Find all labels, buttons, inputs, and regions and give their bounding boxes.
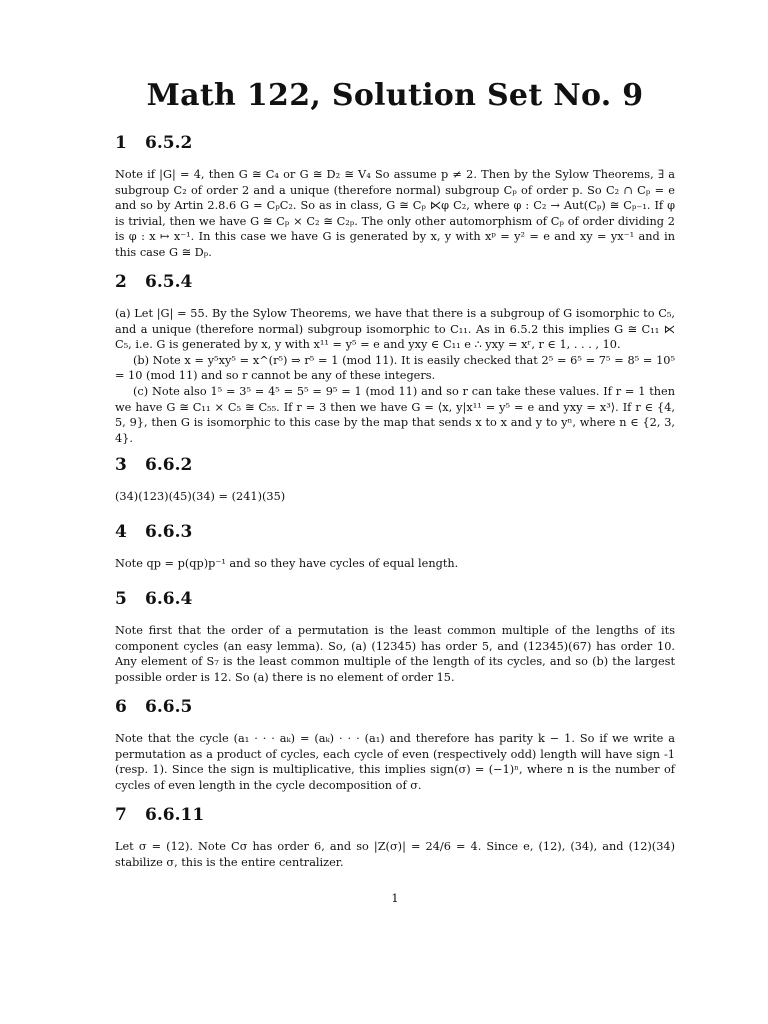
section-7 bbox=[115, 805, 675, 870]
paragraph: Note that the cycle (a₁ · · · aₖ) = (aₖ) · · · (a₁) and therefore has parity k − 1. So if we write a permutation as a product of cycles, each cycle of even (respectively odd) length will have sign -1 (resp. 1). Since the sign is multiplicative, this implies sign(σ) = (−1)ⁿ, where n is the number of cycles of even length in the cycle decomposition of σ. bbox=[115, 732, 675, 792]
section-heading bbox=[115, 697, 675, 717]
section-title: 6.6.5 bbox=[145, 697, 193, 717]
section-number: 5 bbox=[115, 589, 127, 609]
section-heading bbox=[115, 272, 675, 292]
section-heading bbox=[115, 522, 675, 542]
section-heading bbox=[115, 133, 675, 153]
paragraph: Note first that the order of a permutation is the least common multiple of the lengths of its component cycles (an easy lemma). So, (a) (12345) has order 5, and (12345)(67) has order 10. Any element of S₇ is the least common multiple of the length of its cycles, and so (b) the largest possible order is 12. So (a) there is no element of order 15. bbox=[115, 624, 675, 684]
paragraph: (b) Note x = y⁵xy⁵ = x^(r⁵) ⇒ r⁵ = 1 (mod 11). It is easily checked that 2⁵ = 6⁵ = 7⁵ = 8⁵ = 10⁵ = 10 (mod 11) and so r cannot be any of these integers. bbox=[115, 353, 675, 383]
paragraph: (34)(123)(45)(34) = (241)(35) bbox=[115, 490, 286, 503]
section-number: 1 bbox=[115, 133, 127, 153]
section-5 bbox=[115, 589, 675, 685]
section-6 bbox=[115, 697, 675, 793]
page-title: Math 122, Solution Set No. 9 bbox=[146, 78, 644, 113]
section-title: 6.6.11 bbox=[145, 805, 205, 825]
paragraph: Note qp = p(qp)p⁻¹ and so they have cycles of equal length. bbox=[115, 557, 459, 570]
section-title: 6.6.2 bbox=[145, 455, 193, 475]
section-title: 6.5.4 bbox=[145, 272, 193, 292]
section-heading bbox=[115, 805, 675, 825]
section-4 bbox=[115, 522, 675, 572]
section-2 bbox=[115, 272, 675, 446]
page-number: 1 bbox=[391, 892, 399, 905]
paragraph: Let σ = (12). Note Cσ has order 6, and so |Z(σ)| = 24/6 = 4. Since e, (12), (34), and (12)(34) stabilize σ, this is the entire centralizer. bbox=[115, 840, 675, 869]
section-number: 4 bbox=[115, 522, 127, 542]
section-1 bbox=[115, 133, 675, 261]
paragraph: (a) Let |G| = 55. By the Sylow Theorems, we have that there is a subgroup of G isomorphic to C₅, and a unique (therefore normal) subgroup isomorphic to C₁₁. As in 6.5.2 this implies G ≅ C₁₁ ⋉ C₅, i.e. G is generated by x, y with x¹¹ = y⁵ = e and yxy ∈ C₁₁ e ∴ yxy = xʳ, r ∈ 1, . . . , 10. bbox=[115, 307, 675, 352]
section-number: 6 bbox=[115, 697, 127, 717]
section-title: 6.6.3 bbox=[145, 522, 193, 542]
section-number: 2 bbox=[115, 272, 127, 292]
section-heading bbox=[115, 589, 675, 609]
section-heading bbox=[115, 455, 675, 475]
section-number: 3 bbox=[115, 455, 127, 475]
section-title: 6.6.4 bbox=[145, 589, 193, 609]
section-3 bbox=[115, 455, 675, 505]
section-title: 6.5.2 bbox=[145, 133, 193, 153]
paragraph: (c) Note also 1⁵ = 3⁵ = 4⁵ = 5⁵ = 9⁵ = 1 (mod 11) and so r can take these values. If r = 1 then we have G ≅ C₁₁ × C₅ ≅ C₅₅. If r = 3 then we have G = ⟨x, y|x¹¹ = y⁵ = e and yxy = x³⟩. If r ∈ {4, 5, 9}, then G is isomorphic to this case by the map that sends x to x and y to yⁿ, where n ∈ {2, 3, 4}. bbox=[115, 384, 675, 445]
paragraph: Note if |G| = 4, then G ≅ C₄ or G ≅ D₂ ≅ V₄ So assume p ≠ 2. Then by the Sylow Theorems, ∃ a subgroup C₂ of order 2 and a unique (therefore normal) subgroup Cₚ of order p. So C₂ ∩ Cₚ = e and so by Artin 2.8.6 G = CₚC₂. So as in class, G ≅ Cₚ ⋉φ C₂, where φ : C₂ → Aut(Cₚ) ≅ Cₚ₋₁. If φ is trivial, then we have G ≅ Cₚ × C₂ ≅ C₂ₚ. The only other automorphism of Cₚ of order dividing 2 is φ : x ↦ x⁻¹. In this case we have G is generated by x, y with xᵖ = y² = e and xy = yx⁻¹ and in this case G ≅ Dₚ. bbox=[115, 168, 675, 259]
section-number: 7 bbox=[115, 805, 127, 825]
